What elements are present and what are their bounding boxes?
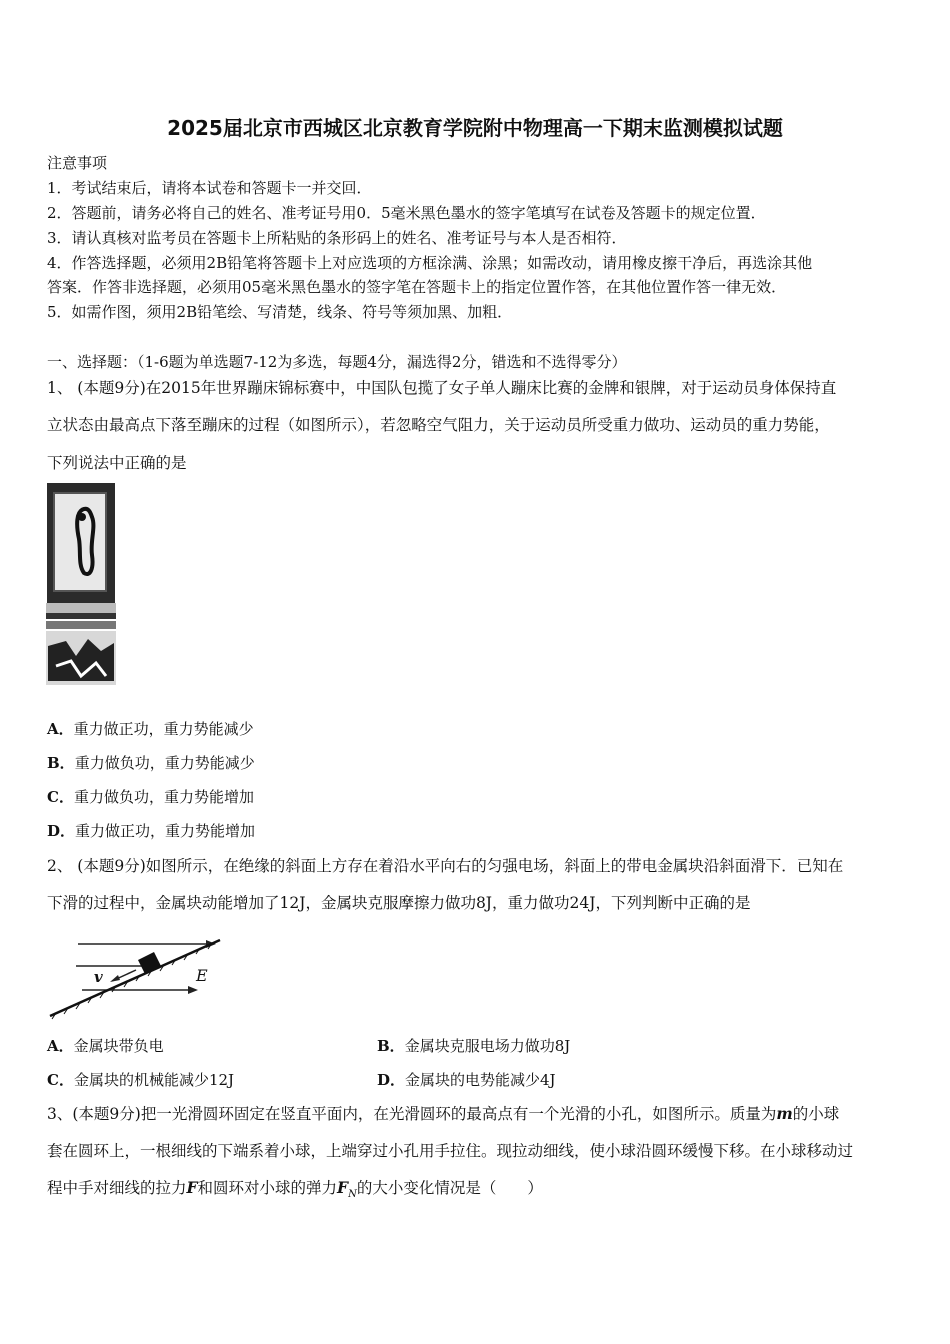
q2-option-c bbox=[47, 1069, 234, 1090]
notice-item: 4．作答选择题，必须用2B铅笔将答题卡上对应选项的方框涂满、涂黑；如需改动，请用橡皮擦干净后，再选涂其他 bbox=[47, 254, 813, 272]
option-label: D． bbox=[377, 1071, 406, 1089]
q3-text-segment: 的大小变化情况是（ ） bbox=[356, 1179, 543, 1197]
q3-text-segment: 程中手对细线的拉力 bbox=[47, 1179, 187, 1197]
q1-option-a bbox=[47, 718, 254, 739]
option-text: 重力做正功，重力势能减少 bbox=[73, 720, 254, 738]
question-3-text: 套在圆环上，一根细线的下端系着小球，上端穿过小孔用手拉住。现拉动细线，使小球沿圆环缓慢下移。在小球移动过 bbox=[47, 1142, 854, 1160]
q2-option-a bbox=[47, 1035, 164, 1056]
notice-item: 2．答题前，请务必将自己的姓名、准考证号用0．5毫米黑色墨水的签字笔填写在试卷及答题卡的规定位置． bbox=[47, 204, 766, 222]
q1-option-c bbox=[47, 786, 254, 807]
field-label: E bbox=[196, 966, 208, 985]
question-1-text: 下列说法中正确的是 bbox=[47, 454, 187, 472]
question-2-text: 下滑的过程中，金属块动能增加了12J，金属块克服摩擦力做功8J，重力做功24J，下列判断中正确的是 bbox=[47, 894, 751, 912]
velocity-label: v bbox=[94, 968, 103, 986]
notice-item: 3．请认真核对监考员在答题卡上所粘贴的条形码上的姓名、准考证号与本人是否相符． bbox=[47, 229, 627, 247]
option-label: B． bbox=[47, 754, 75, 772]
option-label: A． bbox=[47, 1037, 74, 1055]
section-heading: 一、选择题：（1-6题为单选题7-12为多选，每题4分，漏选得2分，错选和不选得零分） bbox=[47, 353, 627, 371]
question-3-text bbox=[47, 1176, 543, 1200]
option-text: 重力做正功，重力势能增加 bbox=[75, 822, 256, 840]
option-text: 金属块的机械能减少12J bbox=[73, 1071, 235, 1089]
question-1-text: 1、 (本题9分)在2015年世界蹦床锦标赛中，中国队包揽了女子单人蹦床比赛的金牌和银牌，对于运动员身体保持直 bbox=[47, 379, 837, 397]
option-label: C． bbox=[47, 788, 74, 806]
q3-text-segment: 3、(本题9分)把一光滑圆环固定在竖直平面内，在光滑圆环的最高点有一个光滑的小孔，如图所示。质量为 bbox=[47, 1105, 777, 1123]
option-text: 重力做负功，重力势能增加 bbox=[73, 788, 254, 806]
question-2-text: 2、 (本题9分)如图所示，在绝缘的斜面上方存在着沿水平向右的匀强电场，斜面上的带电金属块沿斜面滑下．已知在 bbox=[47, 857, 844, 875]
option-label: D． bbox=[47, 822, 76, 840]
option-label: A． bbox=[47, 720, 74, 738]
q1-option-b bbox=[47, 752, 255, 773]
q1-option-d bbox=[47, 820, 255, 841]
notice-heading: 注意事项 bbox=[47, 154, 108, 172]
notice-item: 1．考试结束后，请将本试卷和答题卡一并交回． bbox=[47, 179, 372, 197]
q3-text-segment: 的小球 bbox=[792, 1105, 840, 1123]
normal-force-subscript: N bbox=[348, 1189, 357, 1201]
option-text: 重力做负功，重力势能减少 bbox=[74, 754, 255, 772]
notice-item: 答案．作答非选择题，必须用05毫米黑色墨水的签字笔在答题卡上的指定位置作答，在其他位置作答一律无效． bbox=[47, 278, 787, 296]
option-text: 金属块带负电 bbox=[73, 1037, 164, 1055]
q3-text-segment: 和圆环对小球的弹力 bbox=[197, 1179, 338, 1197]
option-text: 金属块克服电场力做功8J bbox=[404, 1037, 571, 1055]
q2-option-d bbox=[377, 1069, 556, 1090]
normal-force-symbol: F bbox=[337, 1178, 349, 1197]
option-text: 金属块的电势能减少4J bbox=[405, 1071, 556, 1089]
page-title: 2025届北京市西城区北京教育学院附中物理高一下期末监测模拟试题 bbox=[167, 116, 783, 140]
mass-symbol: m bbox=[776, 1104, 793, 1123]
option-label: B． bbox=[377, 1037, 405, 1055]
question-1-text: 立状态由最高点下落至蹦床的过程（如图所示），若忽略空气阻力，关于运动员所受重力做功、运动员的重力势能， bbox=[47, 416, 830, 434]
question-3-text bbox=[47, 1102, 839, 1124]
force-symbol: F bbox=[186, 1178, 198, 1197]
trampoline-photo bbox=[46, 481, 116, 685]
option-label: C． bbox=[47, 1071, 74, 1089]
q2-option-b bbox=[377, 1035, 570, 1056]
incline-field-diagram bbox=[46, 934, 226, 1020]
notice-item: 5．如需作图，须用2B铅笔绘、写清楚，线条、符号等须加黑、加粗． bbox=[47, 303, 513, 321]
